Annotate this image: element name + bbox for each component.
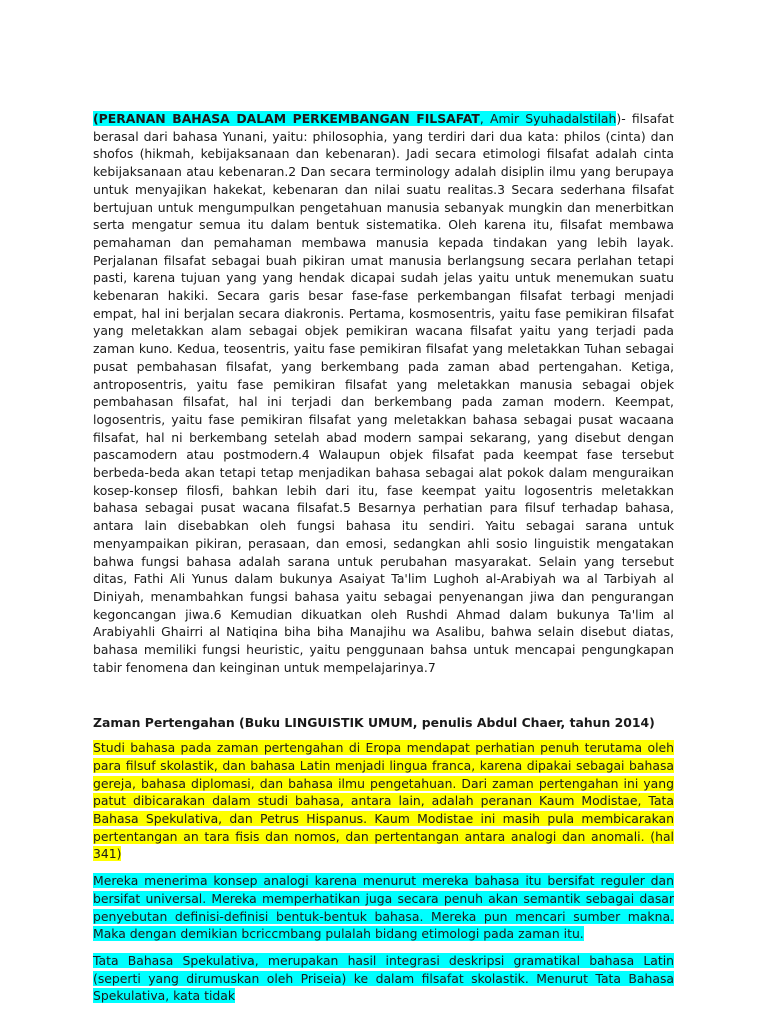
paragraph-konsep-analogi — [93, 872, 674, 943]
citation-close-paren: ) — [616, 111, 622, 126]
paragraph-tata-bahasa-spekulativa-text: Tata Bahasa Spekulativa, merupakan hasil integrasi deskripsi gramatikal bahasa Latin (seperti yang dirumuskan oleh Priseia) ke dalam filsafat skolastik. Menurut Tata Bahasa Spekulativa, kata tidak — [93, 952, 674, 1004]
paragraph-filsafat-text: - filsafat berasal dari bahasa Yunani, yaitu: philosophia, yang terdiri dari dua kata: philos (cinta) dan shofos (hikmah, kebijaksanaan dan kebenaran). Jadi secara etimologi filsafat adalah cinta kebijaksanaan atau kebenaran.2 Dan secara terminology adalah disiplin ilmu yang berupaya untuk menyajikan hakekat, kebenaran dan nilai suatu realitas.3 Secara sederhana filsafat bertujuan untuk mengumpulkan pengetahuan manusia sebanyak mungkin dan menerbitkan serta mengatur semua itu dalam bentuk sistematika. Oleh karena itu, filsafat membawa pemahaman dan pemahaman membawa manusia kepada tindakan yang lebih layak. Perjalanan filsafat sebagai buah pikiran umat manusia berlangsung secara perlahan tetapi pasti, karena tujuan yang yang hendak dicapai sudah jelas yaitu untuk menemukan suatu kebenaran hakiki. Secara garis besar fase-fase perkembangan filsafat terbagi menjadi empat, hal ini berjalan secara diakronis. Pertama, kosmosentris, yaitu fase pemikiran filsafat yang meletakkan alam sebagai objek pemikiran wacana filsafat yaitu yang terjadi pada zaman kuno. Kedua, teosentris, yaitu fase pemikiran filsafat yang meletakkan Tuhan sebagai pusat pembahasan filsafat, yang berkembang pada zaman abad pertengahan. Ketiga, antroposentris, yaitu fase pemikiran filsafat yang meletakkan manusia sebagai objek pembahasan filsafat, hal ini terjadi dan berkembang pada zaman modern. Keempat, logosentris, yaitu fase pemikiran filsafat yang meletakkan bahasa sebagai pusat wacaana filsafat, hal ni berkembang setelah abad modern sampai sekarang, yang disebut dengan pascamodern atau postmodern.4 Walaupun objek filsafat pada keempat fase tersebut berbeda-beda akan tetapi tetap menjadikan bahasa sebagai alat pokok dalam menguraikan kosep-konsep filosfi, bahkan lebih dari itu, fase keempat yaitu logosentris meletakkan bahasa sebagai pusat wacana filsafat.5 Besarnya perhatian para filsuf terhadap bahasa, antara lain disebabkan oleh fungsi bahasa itu sendiri. Yaitu sebagai sarana untuk menyampaikan pikiran, perasaan, dan emosi, sedangkan ahli sosio linguistik mengatakan bahwa fungsi bahasa adalah sarana untuk perubahan masyarakat. Selain yang tersebut ditas, Fathi Ali Yunus dalam bukunya Asaiyat Ta'lim Lughoh al-Arabiyah wa al Tarbiyah al Diniyah, menambahkan fungsi bahasa yaitu sebagai penyenangan jiwa dan pengurangan kegoncangan jiwa.6 Kemudian dikuatkan oleh Rushdi Ahmad dalam bukunya Ta'lim al Arabiyahli Ghairri al Natiqina biha biha Manajihu wa Asalibu, bahwa selain disebut diatas, bahasa memiliki fungsi heuristic, yaitu penggunaan bahsa untuk mencapai pengungkapan tabir fenomena dan keinginan untuk mempelajarinya.7 — [93, 111, 674, 675]
paragraph-tata-bahasa-spekulativa — [93, 952, 674, 1005]
source-title: (PERANAN BAHASA DALAM PERKEMBANGAN FILSAFAT — [93, 111, 480, 126]
source-author: , Amir Syuhadalstilah — [479, 111, 617, 126]
paragraph-studi-bahasa-text: Studi bahasa pada zaman pertengahan di Eropa mendapat perhatian penuh terutama oleh para filsuf skolastik, dan bahasa Latin menjadi lingua franca, karena dipakai sebagai bahasa gereja, bahasa diplomasi, dan bahasa ilmu pengetahuan. Dari zaman pertengahan ini yang patut dibicarakan dalam studi bahasa, antara lain, adalah peranan Kaum Modistae, Tata Bahasa Spekulativa, dan Petrus Hispanus. Kaum Modistae ini masih pula membicarakan pertentangan an tara fisis dan nomos, dan pertentangan antara analogi dan anomali. (hal 341) — [93, 740, 674, 862]
paragraph-filsafat — [93, 110, 674, 677]
paragraph-konsep-analogi-text: Mereka menerima konsep analogi karena menurut mereka bahasa itu bersifat reguler dan bersifat universal. Mereka memperhatikan juga secara penuh akan semantik sebagai dasar penyebutan definisi-definisi bentuk-bentuk bahasa. Mereka pun mencari sumber makna. Maka dengan demikian bcriccmbang pulalah bidang etimologi pada zaman itu. — [93, 873, 674, 942]
source-citation-highlight — [93, 111, 616, 126]
section-heading-zaman-pertengahan: Zaman Pertengahan (Buku LINGUISTIK UMUM, penulis Abdul Chaer, tahun 2014) — [93, 714, 655, 730]
paragraph-studi-bahasa — [93, 739, 674, 863]
